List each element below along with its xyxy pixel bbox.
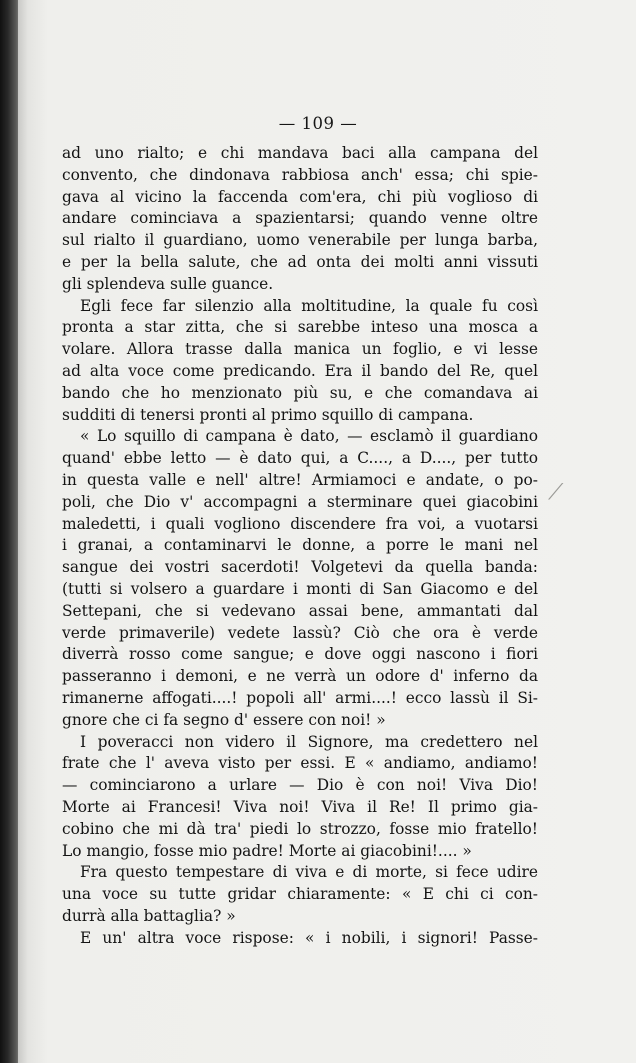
text-line: gava al vicino la faccenda com'era, chi più voglioso di bbox=[62, 187, 538, 206]
text-line: convento, che dindonava rabbiosa anch' essa; chi spie- bbox=[62, 165, 538, 184]
text-line: una voce su tutte gridar chiaramente: « E chi ci con- bbox=[62, 885, 538, 904]
book-page bbox=[18, 0, 636, 1063]
text-line: quand' ebbe letto — è dato qui, a C...., a D...., per tutto bbox=[62, 449, 538, 468]
text-line: ad alta voce come predicando. Era il bando del Re, quel bbox=[62, 361, 538, 380]
text-line: Fra questo tempestare di viva e di morte, si fece udire bbox=[80, 863, 538, 882]
text-line: andare cominciava a spazientarsi; quando venne oltre bbox=[62, 209, 538, 228]
pencil-mark-icon: ⟋ bbox=[548, 480, 564, 505]
text-line: frate che l' aveva visto per essi. E « andiamo, andiamo! bbox=[62, 754, 538, 773]
text-line: Settepani, che si vedevano assai bene, ammantati dal bbox=[62, 601, 538, 620]
text-line: pronta a star zitta, che si sarebbe inteso una mosca a bbox=[62, 318, 538, 337]
text-line: maledetti, i quali vogliono discendere fra voi, a vuotarsi bbox=[62, 514, 538, 533]
text-line: (tutti si volsero a guardare i monti di San Giacomo e del bbox=[62, 579, 538, 598]
text-line: gnore che ci fa segno d' essere con noi! » bbox=[62, 710, 386, 729]
page-number: — 109 — bbox=[278, 114, 358, 133]
text-line: durrà alla battaglia? » bbox=[62, 906, 236, 925]
text-line: sudditi di tenersi pronti al primo squillo di campana. bbox=[62, 405, 474, 424]
text-line: ad uno rialto; e chi mandava baci alla campana del bbox=[62, 144, 538, 162]
text-line: poli, che Dio v' accompagni a sterminare quei giacobini bbox=[62, 492, 538, 511]
text-line: rimanerne affogati....! popoli all' armi....! ecco lassù il Si- bbox=[62, 688, 538, 707]
text-line: e per la bella salute, che ad onta dei molti anni vissuti bbox=[62, 252, 538, 271]
page-text-body bbox=[62, 143, 538, 949]
text-line: cobino che mi dà tra' piedi lo strozzo, fosse mio fratello! bbox=[62, 819, 538, 838]
text-line: Lo mangio, fosse mio padre! Morte ai giacobini!.... » bbox=[62, 841, 472, 860]
text-line: verde primaverile) vedete lassù? Ciò che ora è verde bbox=[62, 623, 538, 642]
text-line: « Lo squillo di campana è dato, — esclamò il guardiano bbox=[80, 427, 538, 446]
text-line: i granai, a contaminarvi le donne, a porre le mani nel bbox=[62, 536, 538, 555]
text-line: diverrà rosso come sangue; e dove oggi nascono i fiori bbox=[62, 645, 538, 664]
text-line: in questa valle e nell' altre! Armiamoci e andate, o po- bbox=[62, 470, 538, 489]
text-line: passeranno i demoni, e ne verrà un odore d' inferno da bbox=[62, 667, 538, 686]
text-line: gli splendeva sulle guance. bbox=[62, 274, 274, 293]
text-line: volare. Allora trasse dalla manica un foglio, e vi lesse bbox=[62, 340, 538, 359]
text-line: I poveracci non videro il Signore, ma credettero nel bbox=[80, 732, 538, 751]
text-line: Morte ai Francesi! Viva noi! Viva il Re! Il primo gia- bbox=[62, 797, 538, 816]
text-line: bando che ho menzionato più su, e che comandava ai bbox=[62, 383, 538, 402]
text-line: — cominciarono a urlare — Dio è con noi! Viva Dio! bbox=[62, 776, 538, 795]
text-line: sangue dei vostri sacerdoti! Volgetevi da quella banda: bbox=[62, 558, 538, 577]
text-line: E un' altra voce rispose: « i nobili, i signori! Passe- bbox=[80, 928, 538, 947]
text-line: Egli fece far silenzio alla moltitudine, la quale fu così bbox=[80, 296, 538, 315]
text-line: sul rialto il guardiano, uomo venerabile per lunga barba, bbox=[62, 231, 538, 250]
